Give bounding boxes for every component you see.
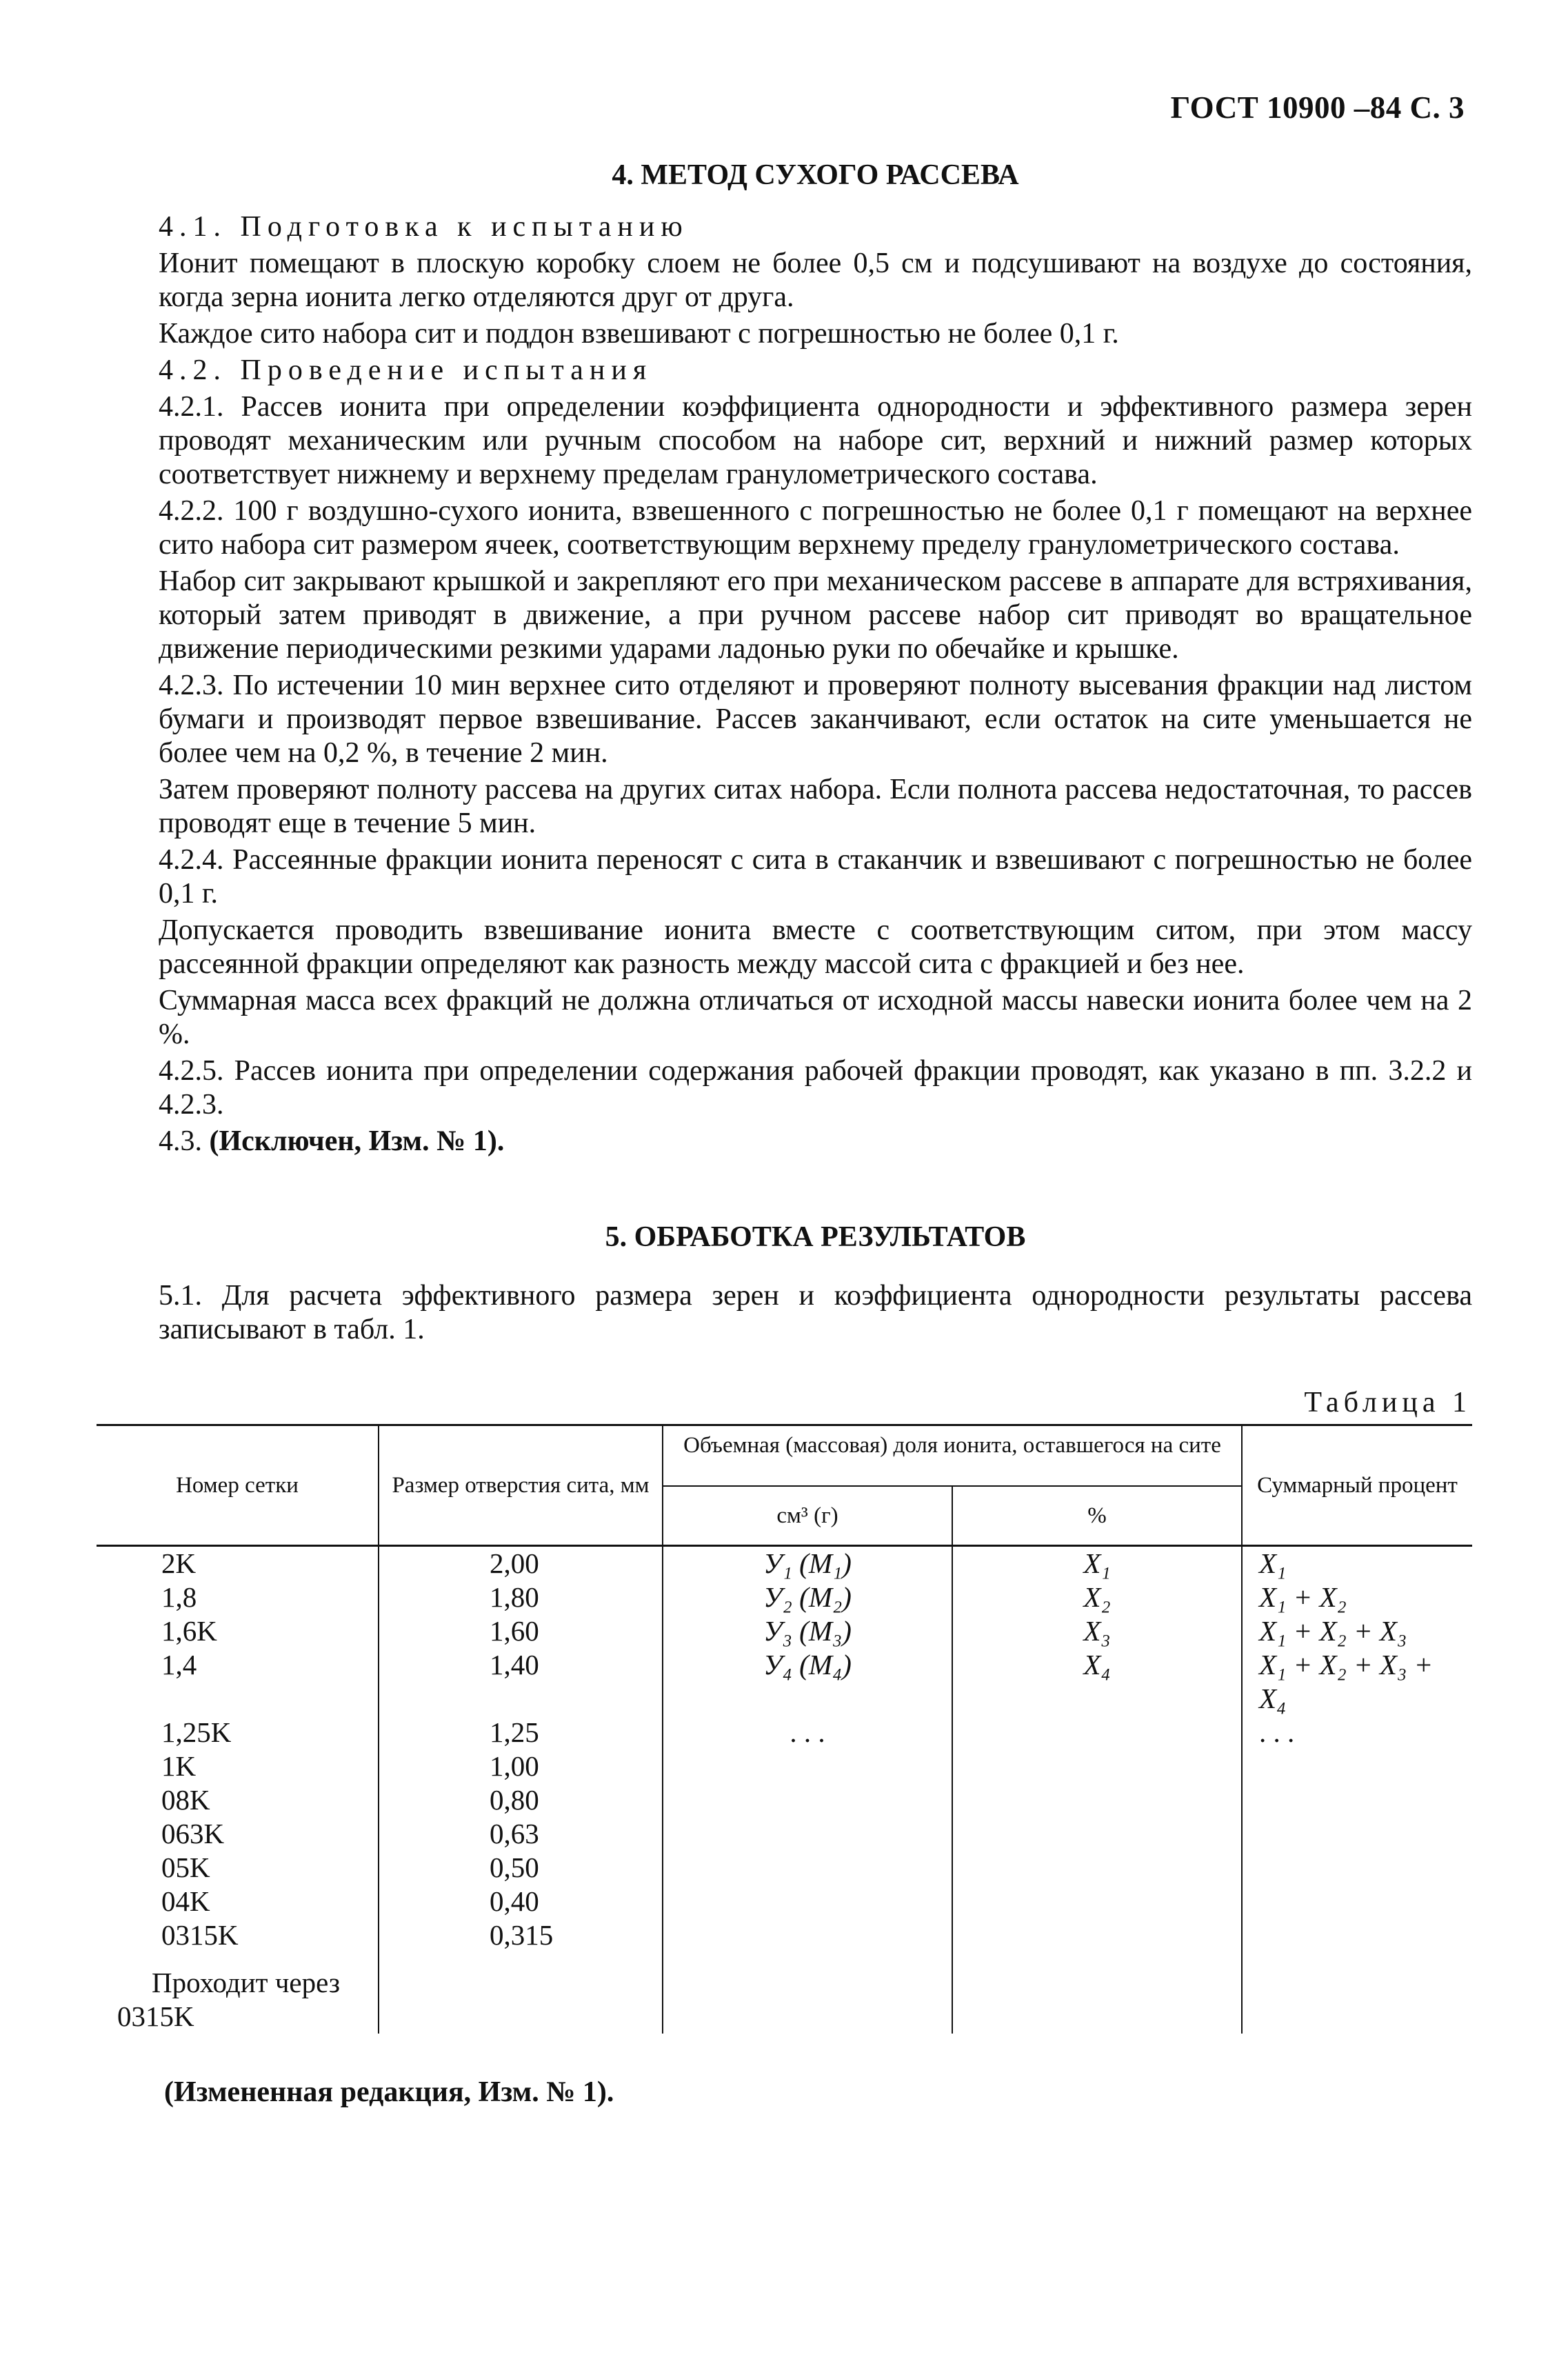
cell-percent: X₁ [952, 1546, 1242, 1581]
paragraph: Затем проверяют полноту рассева на других ситах набора. Если полнота рассева недостаточная, то рассев проводят еще в течение 5 мин. [159, 774, 1472, 839]
cell-percent [952, 1749, 1242, 1783]
cell-mesh: 0315K [161, 1919, 239, 1951]
clause-4-3-number: 4.3. [159, 1125, 202, 1157]
paragraph: Суммарная масса всех фракций не должна отличаться от исходной массы навески ионита более чем на 2 %. [159, 985, 1472, 1050]
table-row [97, 1851, 1472, 1885]
page-header-gost-ref: ГОСТ 10900 –84 С. 3 [1170, 90, 1465, 125]
paragraph: Допускается проводить взвешивание ионита вместе с соответствующим ситом, при этом массу рассеянной фракции определяют как разность между массой сита с фракцией и без нее. [159, 914, 1472, 980]
table-row [97, 1716, 1472, 1749]
paragraph: 4.2.2. 100 г воздушно-сухого ионита, взвешенного с погрешностью не более 0,1 г помещают на верхнее сито набора сит размером ячеек, соответствующим верхнему пределу гранулометрического состава. [159, 495, 1472, 561]
clause-4-3-note: (Исключен, Изм. № 1). [209, 1125, 505, 1157]
cell-percent: X₃ [952, 1614, 1242, 1648]
cell-volume [663, 1817, 952, 1851]
table-row [97, 1885, 1472, 1918]
cell-size: 2,00 [379, 1546, 663, 1581]
cell-size: 1,60 [379, 1614, 663, 1648]
cell-volume: У₄ (M₄) [663, 1648, 952, 1716]
clause-4-3 [159, 1125, 1472, 1158]
section-5-title: 5. ОБРАБОТКА РЕЗУЛЬТАТОВ [605, 1221, 1026, 1253]
cell-percent: X₄ [952, 1648, 1242, 1716]
cell-volume [663, 1918, 952, 1952]
cell-percent [952, 1918, 1242, 1952]
table-1 [97, 1424, 1472, 2034]
cell-percent [952, 1952, 1242, 2034]
cell-size: 0,40 [379, 1885, 663, 1918]
cell-cumulative: X₁ + X₂ [1242, 1581, 1472, 1614]
cell-mesh: 063K [161, 1818, 225, 1849]
cell-cumulative: X₁ + X₂ + X₃ [1242, 1614, 1472, 1648]
table-header-row [97, 1425, 1472, 1487]
cell-mesh: 1,4 [161, 1649, 197, 1680]
cell-mesh: 1,25K [161, 1716, 232, 1748]
table-row [97, 1614, 1472, 1648]
cell-size: 1,25 [379, 1716, 663, 1749]
header-fraction-group: Объемная (массовая) доля ионита, оставшегося на сите [663, 1425, 1242, 1487]
header-percent: % [952, 1486, 1242, 1546]
header-sieve-size: Размер отверстия сита, мм [379, 1425, 663, 1546]
cell-mesh: 1K [161, 1750, 197, 1782]
table-row [97, 1749, 1472, 1783]
cell-size: 0,80 [379, 1783, 663, 1817]
table-row-passes-through [97, 1952, 1472, 2034]
cell-mesh: 08K [161, 1784, 210, 1816]
table-row [97, 1581, 1472, 1614]
header-mesh-number: Номер сетки [97, 1425, 379, 1546]
clause-4-1-heading [159, 210, 1472, 244]
cell-volume [663, 1952, 952, 2034]
cell-volume [663, 1885, 952, 1918]
cell-cumulative [1242, 1783, 1472, 1817]
paragraph: Ионит помещают в плоскую коробку слоем не более 0,5 см и подсушивают на воздухе до состояния, когда зерна ионита легко отделяются друг от друга. [159, 248, 1472, 313]
cell-percent [952, 1716, 1242, 1749]
table-row [97, 1546, 1472, 1581]
clause-4-2-heading [159, 354, 1472, 388]
cell-volume: . . . [663, 1716, 952, 1749]
cell-volume [663, 1851, 952, 1885]
cell-volume: У₂ (M₂) [663, 1581, 952, 1614]
table-row [97, 1817, 1472, 1851]
cell-percent [952, 1783, 1242, 1817]
cell-cumulative: X₁ [1242, 1546, 1472, 1581]
cell-mesh: 2K [161, 1547, 197, 1579]
cell-volume: У₁ (M₁) [663, 1546, 952, 1581]
table-row [97, 1918, 1472, 1952]
cell-volume [663, 1749, 952, 1783]
clause-4-1-title: 4.1. Подготовка к испытанию [159, 211, 689, 243]
cell-cumulative [1242, 1885, 1472, 1918]
passes-through-label: Проходит через [152, 1967, 341, 1998]
paragraph: 4.2.1. Рассев ионита при определении коэффициента однородности и эффективного размера зерен проводят механическим или ручным способом на наборе сит, верхний и нижний размер которых соответствует нижнему и верхнему пределам гранулометрического состава. [159, 391, 1472, 490]
clause-4-2-title: 4.2. Проведение испытания [159, 354, 653, 386]
cell-cumulative [1242, 1918, 1472, 1952]
cell-mesh: 04K [161, 1885, 210, 1917]
cell-volume [663, 1783, 952, 1817]
paragraph: Набор сит закрывают крышкой и закрепляют его при механическом рассеве в аппарате для встряхивания, который затем приводят в движение, а при ручном рассеве набор сит приводят во вращательное движение периодическими резкими ударами ладонью руки по обечайке и крышке. [159, 565, 1472, 665]
cell-percent [952, 1885, 1242, 1918]
cell-mesh [97, 1952, 379, 2034]
header-cumulative-percent: Суммарный процент [1242, 1425, 1472, 1546]
paragraph: 5.1. Для расчета эффективного размера зерен и коэффициента однородности результаты рассева записывают в табл. 1. [159, 1280, 1472, 1345]
cell-size: 0,315 [379, 1918, 663, 1952]
table-row [97, 1648, 1472, 1716]
cell-cumulative: . . . [1242, 1716, 1472, 1749]
cell-mesh: 1,6K [161, 1615, 217, 1647]
paragraph: 4.2.4. Рассеянные фракции ионита переносят с сита в стаканчик и взвешивают с погрешностью не более 0,1 г. [159, 844, 1472, 910]
cell-cumulative [1242, 1749, 1472, 1783]
cell-size: 0,50 [379, 1851, 663, 1885]
cell-cumulative [1242, 1851, 1472, 1885]
cell-size: 1,80 [379, 1581, 663, 1614]
cell-volume: У₃ (M₃) [663, 1614, 952, 1648]
cell-size: 1,40 [379, 1648, 663, 1716]
paragraph: 4.2.5. Рассев ионита при определении содержания рабочей фракции проводят, как указано в пп. 3.2.2 и 4.2.3. [159, 1055, 1472, 1121]
amendment-note: (Измененная редакция, Изм. № 1). [164, 2076, 614, 2108]
cell-mesh: 1,8 [161, 1581, 197, 1613]
header-volume-mass: см³ (г) [663, 1486, 952, 1546]
paragraph: 4.2.3. По истечении 10 мин верхнее сито отделяют и проверяют полноту высевания фракции над листом бумаги и производят первое взвешивание. Рассев заканчивают, если остаток на сите уменьшается не более чем на 0,2 %, в течение 2 мин. [159, 670, 1472, 769]
paragraph: Каждое сито набора сит и поддон взвешивают с погрешностью не более 0,1 г. [159, 318, 1119, 350]
section-4-title: 4. МЕТОД СУХОГО РАССЕВА [612, 159, 1019, 191]
cell-percent [952, 1851, 1242, 1885]
cell-size [379, 1952, 663, 2034]
section-5-body [159, 1279, 1472, 1349]
cell-size: 1,00 [379, 1749, 663, 1783]
cell-cumulative: X₁ + X₂ + X₃ + X₄ [1242, 1648, 1472, 1716]
table-row [97, 1783, 1472, 1817]
cell-cumulative [1242, 1952, 1472, 2034]
section-4-body [159, 210, 1472, 1161]
cell-percent [952, 1817, 1242, 1851]
cell-size: 0,63 [379, 1817, 663, 1851]
cell-cumulative [1242, 1817, 1472, 1851]
table-caption: Таблица 1 [1304, 1387, 1471, 1418]
cell-percent: X₂ [952, 1581, 1242, 1614]
cell-mesh: 05K [161, 1852, 210, 1883]
passes-through-mesh: 0315K [117, 2000, 194, 2032]
